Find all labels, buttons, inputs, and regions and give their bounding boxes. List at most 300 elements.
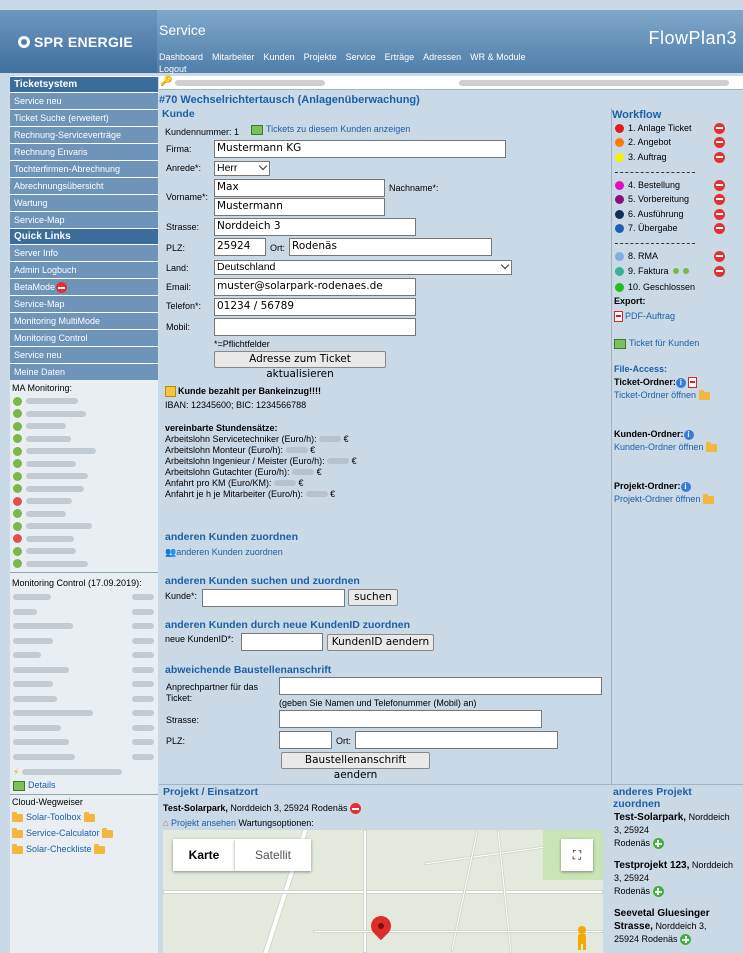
nav-ertraege[interactable]: Erträge <box>384 52 415 62</box>
ticket-kunden-row[interactable] <box>614 338 699 349</box>
wartung-label: Wartungsoptionen: <box>236 818 314 828</box>
strasse-label: Strasse: <box>166 222 200 232</box>
sidebar-item-rechnung-envaris[interactable]: Rechnung Envaris <box>10 143 158 160</box>
ma-monitoring-row[interactable] <box>10 445 158 458</box>
workflow-step[interactable] <box>615 282 725 292</box>
workflow-step[interactable] <box>615 194 725 204</box>
kunden-ordner-link[interactable]: Kunden-Ordner öffnen <box>614 442 704 452</box>
ticket-export-icon <box>614 339 626 349</box>
baustelle-plz-input[interactable] <box>279 731 332 749</box>
blurred-name <box>13 638 53 644</box>
cloud-item-service-calculator[interactable] <box>12 825 158 841</box>
rate-label: Arbeitslohn Monteur (Euro/h): <box>165 445 286 455</box>
pdf-icon[interactable] <box>688 377 697 388</box>
remove-step-icon[interactable] <box>714 223 725 234</box>
workflow-step[interactable] <box>615 209 725 219</box>
status-dot-icon <box>13 422 22 431</box>
details-link[interactable]: Details <box>28 780 56 790</box>
tickets-icon <box>251 125 263 135</box>
bank-heading <box>165 386 321 397</box>
projekt-item-city: Rodenäs <box>614 838 651 848</box>
projekt-item-name: Test-Solarpark, <box>614 812 687 823</box>
projekt-ansehen-link[interactable]: Projekt ansehen <box>170 818 236 828</box>
sidebar-item-service-neu-2[interactable]: Service neu <box>10 346 158 363</box>
status-dot-icon <box>615 195 624 204</box>
projekt-heading: Projekt / Einsatzort <box>163 786 259 798</box>
map-road <box>163 890 603 894</box>
monitoring-control-row[interactable] <box>10 648 158 663</box>
kundennummer: Kundennummer: 1 <box>165 127 240 137</box>
nav-kunden[interactable]: Kunden <box>263 52 295 62</box>
status-dot-icon <box>13 459 22 468</box>
ticket-ordner-text: Ticket-Ordner: <box>614 377 676 387</box>
status-dot-icon <box>13 472 22 481</box>
ma-monitoring-row[interactable] <box>10 483 158 496</box>
monitoring-control-row[interactable] <box>10 735 158 750</box>
rate-label: Anfahrt pro KM (Euro/KM): <box>165 478 275 488</box>
ansprech-input[interactable] <box>279 677 602 695</box>
blurred-name <box>13 725 61 731</box>
brand-name: FlowPlan3 <box>648 28 737 48</box>
rate-label: Arbeitslohn Gutachter (Euro/h): <box>165 467 293 477</box>
pdf-icon <box>614 311 623 322</box>
cloud-link[interactable]: Solar-Toolbox <box>26 812 82 822</box>
firma-label: Firma: <box>166 144 192 154</box>
baustelle-ort-input[interactable] <box>355 731 558 749</box>
rate-row <box>165 467 357 478</box>
projekt-item-city: 25924 Rodenäs <box>614 934 678 944</box>
assign-heading-3: anderen Kunden durch neue KundenID zuordnen <box>165 619 411 631</box>
workflow-step[interactable] <box>615 137 725 147</box>
blurred-rate <box>306 491 328 497</box>
cloud-list <box>10 809 158 857</box>
status-dot-icon <box>13 409 22 418</box>
projekt-ordner-text: Projekt-Ordner: <box>614 481 681 491</box>
workflow-step-label: 1. Anlage Ticket <box>628 123 692 133</box>
export-label: Export: <box>614 296 646 306</box>
anrede-value: Herr <box>217 162 238 174</box>
blurred-name <box>26 461 76 467</box>
projekt-ordner-link[interactable]: Projekt-Ordner öffnen <box>614 494 701 504</box>
blurred-name <box>26 536 74 542</box>
monitoring-control-row[interactable] <box>10 634 158 649</box>
blurred-name <box>26 511 66 517</box>
workflow-step[interactable] <box>615 152 725 162</box>
fullscreen-icon[interactable]: ⛶ <box>561 839 593 871</box>
add-project-icon[interactable] <box>680 934 691 945</box>
email-input[interactable]: muster@solarpark-rodenaes.de <box>214 278 416 296</box>
ma-monitoring-row[interactable] <box>10 520 158 533</box>
anrede-label: Anrede*: <box>166 163 202 173</box>
kunde-search-input[interactable] <box>202 589 345 607</box>
cloud-item-solar-checkliste[interactable] <box>12 841 158 857</box>
strasse-input[interactable]: Norddeich 3 <box>214 218 416 236</box>
blurred-name <box>13 754 75 760</box>
status-dot-icon <box>13 559 22 568</box>
monitoring-control-row[interactable] <box>10 721 158 736</box>
blurred-rate <box>319 436 341 442</box>
blurred-name <box>13 667 69 673</box>
green-dot-icon <box>683 268 689 274</box>
ma-monitoring-row[interactable] <box>10 433 158 446</box>
ma-monitoring-row[interactable] <box>10 558 158 571</box>
monitoring-control-title: Monitoring Control (17.09.2019): <box>12 578 142 588</box>
map-road <box>313 930 603 933</box>
workflow-step-label: 5. Vorbereitung <box>628 194 690 204</box>
firma-input[interactable]: Mustermann KG <box>214 140 506 158</box>
workflow-step[interactable] <box>615 251 725 261</box>
monitoring-control-row[interactable] <box>10 663 158 678</box>
bank-heading-text: Kunde bezahlt per Bankeinzug!!!! <box>178 386 322 396</box>
workflow-step-label: 7. Übergabe <box>628 223 678 233</box>
workflow-step-label: 8. RMA <box>628 251 659 261</box>
kundenid-label: neue KundenID*: <box>165 634 234 644</box>
add-project-icon[interactable] <box>653 838 664 849</box>
sidebar-item-wartung[interactable]: Wartung <box>10 194 158 211</box>
kundenid-input[interactable] <box>241 633 323 651</box>
divider <box>10 794 158 795</box>
blurred-session-info <box>459 80 729 86</box>
sidebar-item-monitoring-control[interactable]: Monitoring Control <box>10 329 158 346</box>
nachname-input[interactable]: Mustermann <box>214 198 385 216</box>
email-label: Email: <box>166 282 192 292</box>
divider <box>10 572 158 573</box>
nav-adressen[interactable]: Adressen <box>423 52 462 62</box>
status-dot-icon <box>13 497 22 506</box>
monitoring-control-row[interactable] <box>10 677 158 692</box>
nav-mitarbeiter[interactable]: Mitarbeiter <box>212 52 255 62</box>
baustelle-plz-label: PLZ: <box>166 736 186 746</box>
ma-monitoring-row[interactable] <box>10 395 158 408</box>
file-access-label: File-Access: <box>614 364 668 374</box>
pegman-icon[interactable] <box>573 925 591 951</box>
blurred-value <box>132 652 154 658</box>
sidebar-item-meine-daten[interactable]: Meine Daten <box>10 363 158 380</box>
ma-monitoring-row[interactable] <box>10 408 158 421</box>
kundenid-button[interactable]: KundenID aendern <box>327 634 434 651</box>
blurred-rate <box>327 458 349 464</box>
blurred-name <box>26 548 76 554</box>
folder-icon <box>706 444 717 452</box>
plz-input[interactable]: 25924 <box>214 238 266 256</box>
monitoring-control-row[interactable] <box>10 750 158 765</box>
workflow-step-label: 2. Angebot <box>628 137 672 147</box>
details-row <box>10 778 158 792</box>
workflow-step-label: 4. Bestellung <box>628 180 681 190</box>
remove-project-icon[interactable] <box>350 803 361 814</box>
baustelle-strasse-input[interactable] <box>279 710 542 728</box>
projekt-name: Test-Solarpark, <box>163 803 228 813</box>
energy-summary <box>10 764 158 778</box>
map-satellit-button[interactable]: Satellit <box>235 839 311 871</box>
blurred-value <box>132 681 154 687</box>
assign-link-row[interactable] <box>165 547 283 558</box>
ticket-ordner-label <box>614 377 699 388</box>
workflow-step[interactable] <box>615 223 725 233</box>
currency-sign: € <box>341 434 349 444</box>
status-dot-icon <box>615 181 624 190</box>
ma-monitoring-row[interactable] <box>10 420 158 433</box>
projekt-item-name: Seevetal Gluesinger Strasse, <box>614 908 710 932</box>
projekt-item-addr: Norddeich 3, <box>655 921 707 931</box>
ticket-kunden-link[interactable]: Ticket für Kunden <box>629 338 700 348</box>
ma-monitoring-row[interactable] <box>10 470 158 483</box>
anderes-projekt-item[interactable] <box>614 907 739 946</box>
chevron-down-icon <box>501 261 509 269</box>
ma-monitoring-row[interactable] <box>10 545 158 558</box>
status-dot-icon <box>13 534 22 543</box>
map-pin-icon[interactable] <box>367 912 395 940</box>
baustelle-ort-label: Ort: <box>336 736 351 746</box>
key-icon: 🔑 <box>160 76 173 87</box>
status-dot-icon <box>615 224 624 233</box>
cloud-item-solar-toolbox[interactable] <box>12 809 158 825</box>
cloud-link[interactable]: Solar-Checkliste <box>26 844 92 854</box>
page-title: #70 Wechselrichtertausch (Anlagenüberwachung) <box>159 94 420 106</box>
sidebar-item-abrechnungsuebersicht[interactable]: Abrechnungsübersicht <box>10 177 158 194</box>
baustelle-heading: abweichende Baustellenanschrift <box>165 664 332 676</box>
rate-row <box>165 489 357 500</box>
workflow-title: Workflow <box>612 109 662 121</box>
lightning-icon: ⚡ <box>13 767 20 777</box>
blurred-name <box>13 652 41 658</box>
land-value: Deutschland <box>217 261 276 273</box>
blurred-rate <box>286 447 308 453</box>
blurred-value <box>132 696 154 702</box>
monitoring-control-row[interactable] <box>10 706 158 721</box>
ort-input[interactable]: Rodenäs <box>289 238 492 256</box>
app-title: Service <box>159 22 206 38</box>
company-logo[interactable]: SPR ENERGIE <box>0 10 157 73</box>
nav-dashboard[interactable]: Dashboard <box>159 52 204 62</box>
nachname-label: Nachname*: <box>389 183 439 193</box>
mobil-label: Mobil: <box>166 322 191 332</box>
blurred-name <box>13 710 93 716</box>
blurred-value <box>132 623 154 629</box>
assign-heading-2: anderen Kunden suchen und zuordnen <box>165 575 360 587</box>
blurred-name <box>26 423 66 429</box>
workflow-step[interactable] <box>615 180 725 190</box>
remove-step-icon[interactable] <box>714 209 725 220</box>
monitoring-control-row[interactable] <box>10 692 158 707</box>
folder-icon <box>102 830 113 838</box>
blurred-user-info <box>175 80 325 86</box>
blurred-value <box>132 594 154 600</box>
folder-icon <box>703 496 714 504</box>
blurred-name <box>13 594 51 600</box>
ansprech-label: Anprechpartner für das Ticket: <box>166 682 259 703</box>
blurred-name <box>26 398 78 404</box>
blurred-rate <box>292 469 314 475</box>
assign-link[interactable]: anderen Kunden zuordnen <box>176 547 283 557</box>
currency-sign: € <box>307 445 316 455</box>
nav-projekte[interactable]: Projekte <box>303 52 337 62</box>
blurred-name <box>26 486 84 492</box>
blurred-value <box>132 754 154 760</box>
monitoring-control-row[interactable] <box>10 605 158 620</box>
vorname-input[interactable]: Max <box>214 179 385 197</box>
ma-monitoring-row[interactable] <box>10 458 158 471</box>
ansprech-hint: (geben Sie Namen und Telefonummer (Mobil) an) <box>279 698 477 708</box>
anderes-projekt-item[interactable] <box>614 859 739 898</box>
projekt-ordner-row[interactable] <box>614 494 717 504</box>
assign-heading-1: anderen Kunden zuordnen <box>165 531 299 543</box>
rates-heading: vereinbarte Stundensätze: <box>165 423 278 433</box>
sidebar-item-service-map-2[interactable]: Service-Map <box>10 295 158 312</box>
pflichtfelder-note: *=Pflichtfelder <box>214 339 270 349</box>
nav-wr-module[interactable]: WR & Module <box>470 52 526 62</box>
blurred-name <box>26 436 71 442</box>
rate-label: Arbeitslohn Servicetechniker (Euro/h): <box>165 434 320 444</box>
anderes-projekt-list <box>614 811 739 946</box>
info-icon[interactable]: i <box>681 482 691 492</box>
pdf-auftrag-link[interactable]: PDF-Auftrag <box>625 311 676 321</box>
chevron-down-icon <box>259 162 267 170</box>
nav-logout[interactable]: Logout <box>159 64 187 74</box>
ma-monitoring-title: MA Monitoring: <box>12 383 73 393</box>
faktura-dots <box>669 266 693 276</box>
sidebar-item-server-info[interactable]: Server Info <box>10 244 158 261</box>
folder-icon <box>12 814 23 822</box>
sidebar <box>10 76 158 953</box>
kunde-heading: Kunde <box>162 108 195 120</box>
projekt-ordner-label <box>614 481 691 492</box>
cloud-title: Cloud-Wegweiser <box>12 797 83 807</box>
projekt-address <box>163 803 361 814</box>
remove-step-icon[interactable] <box>714 251 725 262</box>
kunden-ordner-text: Kunden-Ordner: <box>614 429 684 439</box>
sidebar-item-admin-logbuch[interactable]: Admin Logbuch <box>10 261 158 278</box>
blurred-name <box>13 681 53 687</box>
workflow-step-label: 3. Auftrag <box>628 152 667 162</box>
workflow-separator <box>615 243 695 244</box>
currency-sign: € <box>349 456 357 466</box>
rate-row <box>165 434 357 445</box>
blurred-name <box>13 696 57 702</box>
blurred-value <box>132 609 154 615</box>
status-dot-icon <box>13 547 22 556</box>
betamode-label: BetaMode <box>14 282 56 292</box>
sidebar-title-quicklinks: Quick Links <box>10 228 158 244</box>
details-icon <box>13 781 25 791</box>
folder-icon <box>699 392 710 400</box>
info-icon[interactable]: i <box>684 430 694 440</box>
remove-step-icon[interactable] <box>714 152 725 163</box>
remove-step-icon[interactable] <box>714 266 725 277</box>
sidebar-item-service-neu[interactable]: Service neu <box>10 92 158 109</box>
remove-step-icon[interactable] <box>714 123 725 134</box>
update-address-button[interactable]: Adresse zum Ticket aktualisieren <box>214 351 386 368</box>
anderes-projekt-item[interactable] <box>614 811 739 850</box>
ma-monitoring-list <box>10 395 158 570</box>
cloud-link[interactable]: Service-Calculator <box>26 828 100 838</box>
status-dot-icon <box>615 283 624 292</box>
rate-row <box>165 456 357 467</box>
map-karte-button[interactable]: Karte <box>173 839 235 871</box>
sidebar-item-ticket-suche[interactable]: Ticket Suche (erweitert) <box>10 109 158 126</box>
map-road <box>363 830 367 953</box>
anrede-select[interactable] <box>214 161 270 176</box>
ma-monitoring-row[interactable] <box>10 533 158 546</box>
blurred-name <box>26 473 88 479</box>
users-icon: 👥 <box>165 547 177 557</box>
kunde-search-label: Kunde*: <box>165 591 198 601</box>
status-dot-icon <box>615 138 624 147</box>
remove-step-icon[interactable] <box>714 180 725 191</box>
top-header <box>0 10 743 73</box>
projekt-item-city: Rodenäs <box>614 886 651 896</box>
projekt-item-addr: Norddeich 3, 25924 <box>614 860 733 883</box>
sidebar-item-tochterfirmen[interactable]: Tochterfirmen-Abrechnung <box>10 160 158 177</box>
iban: IBAN: 12345600; BIC: 1234566788 <box>165 400 307 410</box>
status-dot-icon <box>13 522 22 531</box>
blurred-energy-value <box>22 769 122 775</box>
ticket-ordner-link[interactable]: Ticket-Ordner öffnen <box>614 390 697 400</box>
logo-icon <box>18 36 30 48</box>
workflow-step[interactable] <box>615 266 725 276</box>
telefon-input[interactable]: 01234 / 56789 <box>214 298 416 316</box>
main-nav <box>159 51 559 75</box>
folder-icon <box>84 814 95 822</box>
tickets-link-row[interactable] <box>251 124 410 135</box>
info-icon[interactable]: i <box>676 378 686 388</box>
status-dot-icon <box>615 124 624 133</box>
search-button[interactable]: suchen <box>348 589 398 606</box>
ma-monitoring-row[interactable] <box>10 508 158 521</box>
sidebar-item-service-map[interactable]: Service-Map <box>10 211 158 228</box>
sidebar-item-monitoring-multimode[interactable]: Monitoring MultiMode <box>10 312 158 329</box>
add-project-icon[interactable] <box>653 886 664 897</box>
pdf-auftrag-row[interactable] <box>614 311 675 322</box>
status-dot-icon <box>615 252 624 261</box>
monitoring-control-row[interactable] <box>10 590 158 605</box>
folder-icon <box>94 846 105 854</box>
monitoring-control-row[interactable] <box>10 619 158 634</box>
nav-service[interactable]: Service <box>345 52 376 62</box>
land-select[interactable] <box>214 260 512 275</box>
green-dot-icon <box>673 268 679 274</box>
baustelle-button[interactable]: Baustellenanschrift aendern <box>281 752 430 769</box>
tickets-link[interactable]: Tickets zu diesem Kunden anzeigen <box>266 124 411 134</box>
telefon-label: Telefon*: <box>166 301 202 311</box>
rate-row <box>165 478 357 489</box>
remove-step-icon[interactable] <box>714 194 725 205</box>
folder-icon <box>12 846 23 854</box>
map-view[interactable] <box>163 830 603 953</box>
mobil-input[interactable] <box>214 318 416 336</box>
workflow-step[interactable] <box>615 123 725 133</box>
folder-icon <box>12 830 23 838</box>
baustelle-strasse-label: Strasse: <box>166 715 200 725</box>
rates-list <box>165 434 357 500</box>
currency-sign: € <box>327 489 336 499</box>
status-dot-icon <box>615 153 624 162</box>
workflow-separator <box>615 172 695 173</box>
sidebar-item-betamode[interactable] <box>10 278 158 295</box>
kunden-ordner-label <box>614 429 694 440</box>
ticket-ordner-row[interactable] <box>614 390 713 400</box>
betamode-off-icon <box>56 282 67 293</box>
remove-step-icon[interactable] <box>714 137 725 148</box>
ma-monitoring-row[interactable] <box>10 495 158 508</box>
sidebar-item-rechnung-service[interactable]: Rechnung-Serviceverträge <box>10 126 158 143</box>
kunden-ordner-row[interactable] <box>614 442 720 452</box>
blurred-name <box>13 609 37 615</box>
vorname-label: Vorname*: <box>166 192 209 202</box>
status-dot-icon <box>615 267 624 276</box>
ort-label: Ort: <box>270 243 285 253</box>
bank-icon <box>165 386 176 397</box>
